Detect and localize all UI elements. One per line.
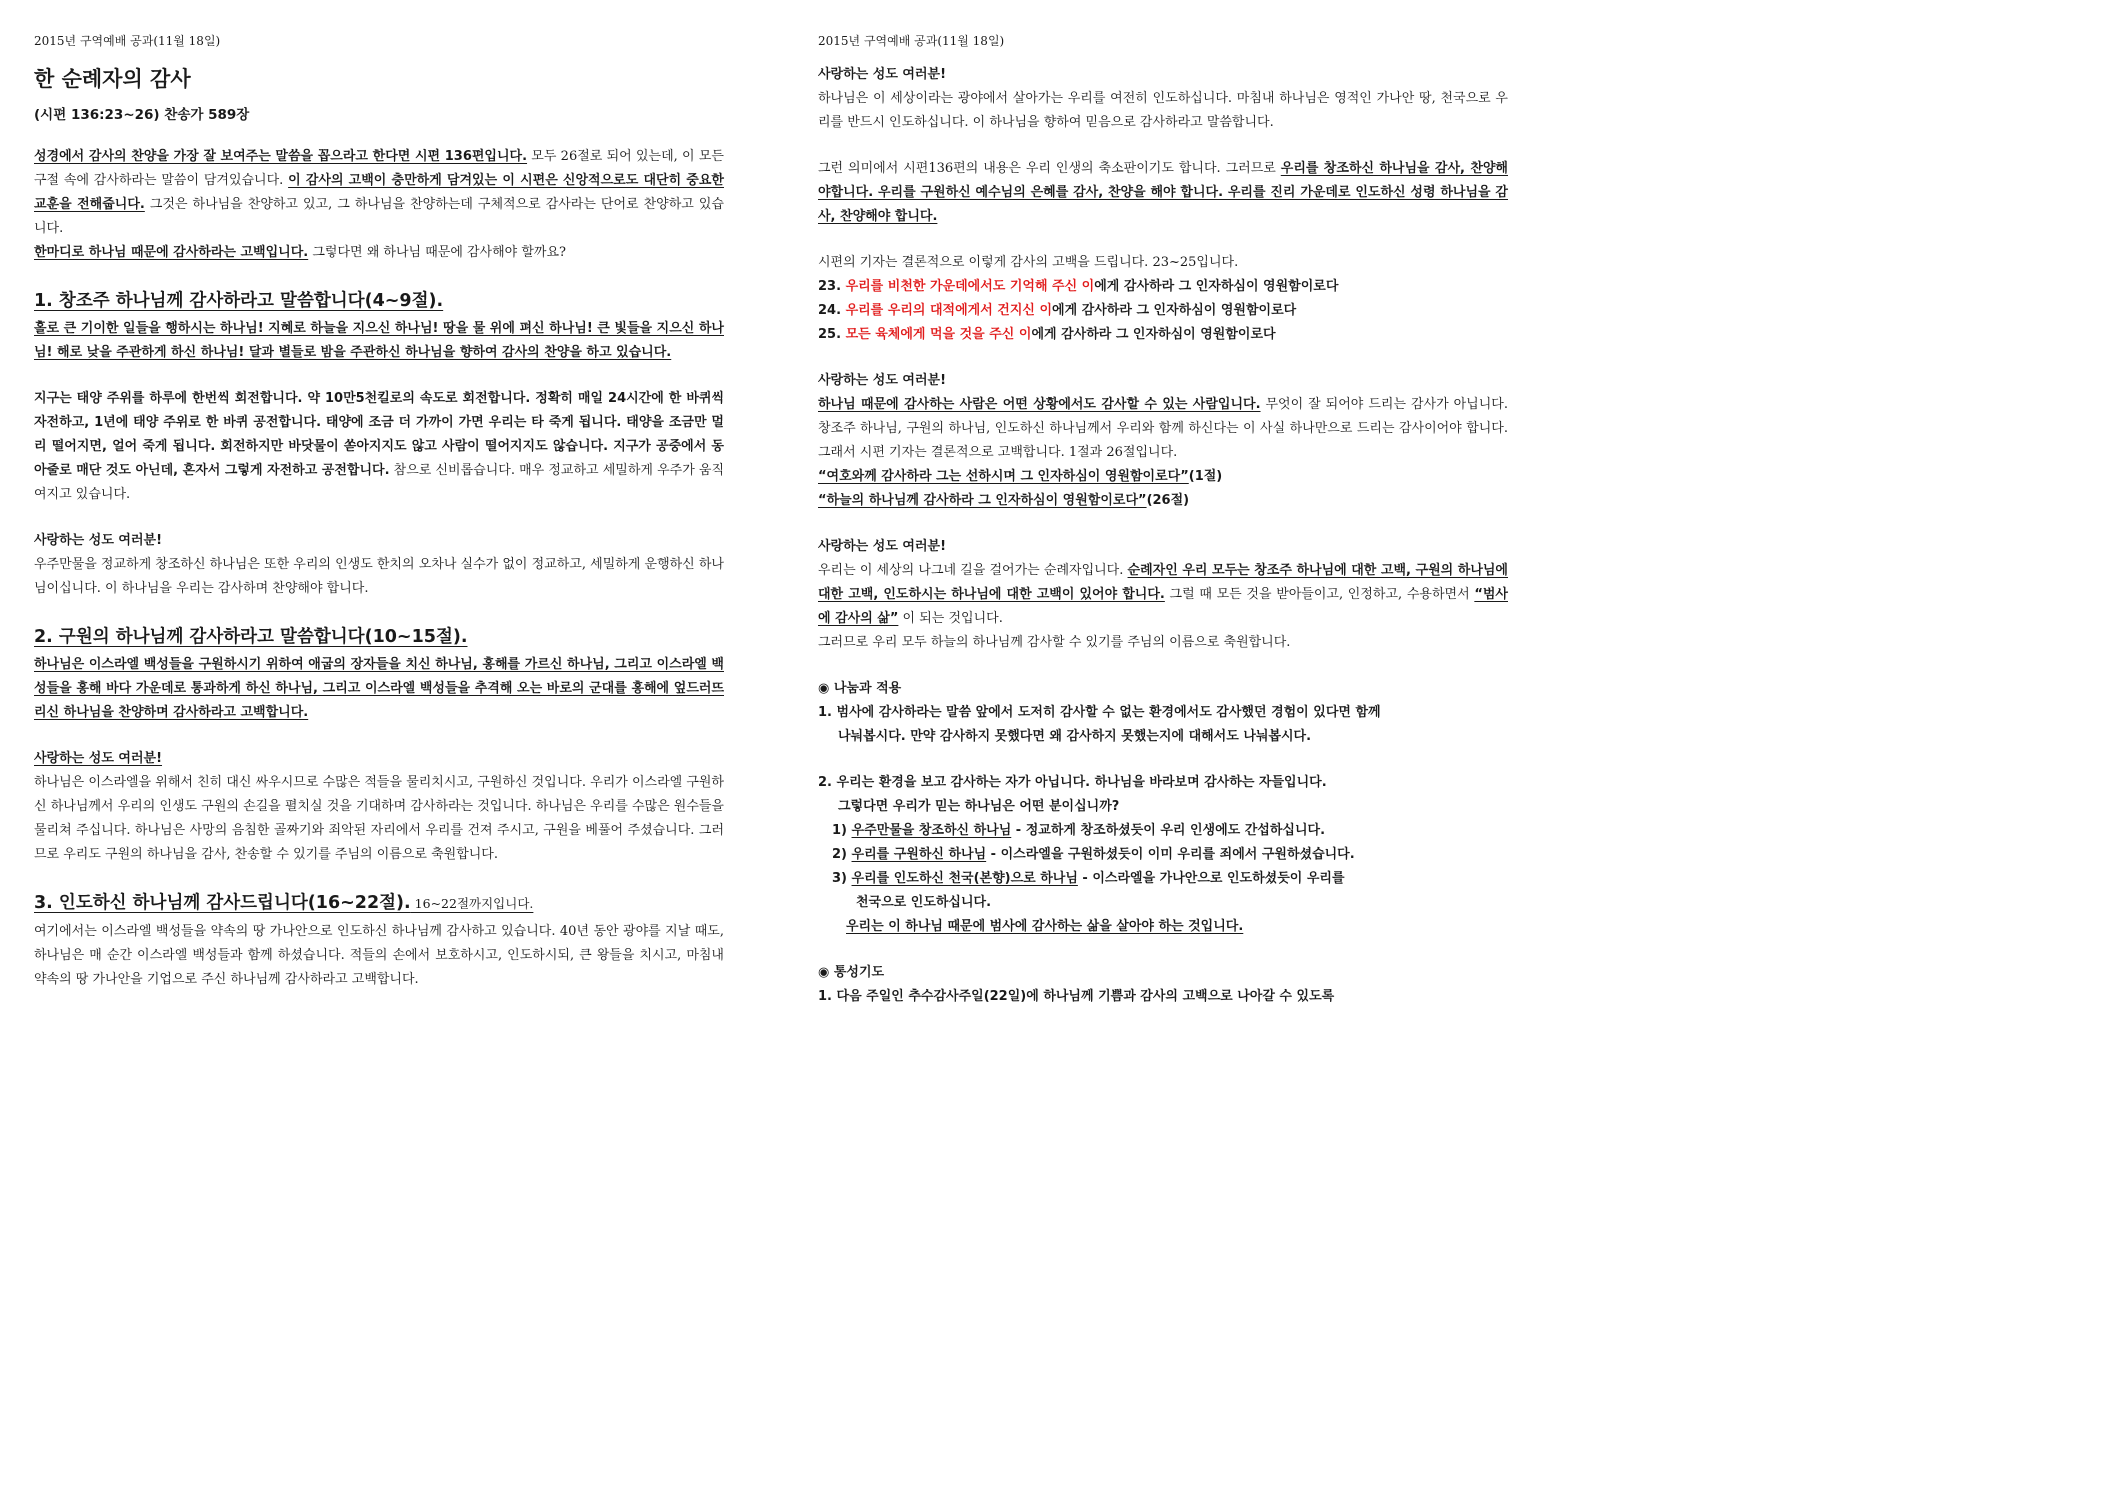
verse-highlight: 우리를 우리의 대적에게서 건지신 이 [845,303,1053,318]
sharing-question-2-cont: 그렇다면 우리가 믿는 하나님은 어떤 분이십니까? [838,799,1120,814]
right-paragraph-4-text: 무엇이 잘 되어야 드리는 감사가 아닙니다. 창조주 하나님, 구원의 하나님, 인도하신 하나님께서 우리와 함께 하신다는 이 사실 하나만으로 드리는 감사이어야 합니다. 그래서 시편 기자는 결론적으로 고백합니다. 1절과 26절입니다. [818,397,1508,460]
prayer-heading: ◉ 통성기도 [818,965,885,980]
intro-text-3: 그렇다면 왜 하나님 때문에 감사해야 할까요? [308,245,567,260]
intro-bold-3: 한마디로 하나님 때문에 감사하라는 고백입니다. [34,245,309,260]
sharing-item-3-cont: 천국으로 인도하십니다. [856,895,992,910]
right-paragraph-3: 시편의 기자는 결론적으로 이렇게 감사의 고백을 드립니다. 23~25입니다. [818,255,1239,270]
verse-highlight: 우리를 비천한 가운데에서도 기억해 주신 이 [845,279,1095,294]
right-paragraph-5-quote: “범사에 감사의 삶” [818,587,1508,626]
item-number: 1) [832,823,852,838]
sharing-question-1: 1. 범사에 감사하라는 말씀 앞에서 도저히 감사할 수 없는 환경에서도 감사했던 경험이 있다면 함께 [818,705,1381,720]
page-header: 2015년 구역예배 공과(11월 18일) [818,34,1005,48]
greeting: 사랑하는 성도 여러분! [34,533,163,548]
sharing-conclusion: 우리는 이 하나님 때문에 범사에 감사하는 삶을 살아야 하는 것입니다. [846,919,1244,934]
greeting: 사랑하는 성도 여러분! [818,373,947,388]
section-2-paragraph-2: 하나님은 이스라엘을 위해서 친히 대신 싸우시므로 수많은 적들을 물리치시고, 구원하신 것입니다. 우리가 이스라엘 구원하신 하나님께서 우리의 인생도 구원의 손길을 펼치실 것을 기대하며 감사하라는 것입니다. 하나님은 우리를 수많은 원수들을 물리쳐 주십니다. 하나님은 사망의 음침한 골짜기와 죄악된 자리에서 우리를 건져 주시고, 구원을 베풀어 주셨습니다. 그러므로 우리도 구원의 하나님을 감사, 찬송할 수 있기를 주님의 이름으로 축원합니다. [34,775,724,862]
right-paragraph-4 [818,393,1508,465]
scripture-reference: (시편 136:23~26) 찬송가 589장 [34,107,250,123]
sharing-question-2: 2. 우리는 환경을 보고 감사하는 자가 아닙니다. 하나님을 바라보며 감사하는 자들입니다. [818,775,1327,790]
section-3-paragraph-1: 여기에서는 이스라엘 백성들을 약속의 땅 가나안으로 인도하신 하나님께 감사하고 있습니다. 40년 동안 광야를 지날 때도, 하나님은 매 순간 이스라엘 백성들과 함께 하셨습니다. 적들의 손에서 보호하시고, 인도하시되, 큰 왕들을 치시고, 마침내 약속의 땅 가나안을 기업으로 주신 하나님께 감사하라고 고백합니다. [34,924,724,987]
intro-text-2: 그것은 하나님을 찬양하고 있고, 그 하나님을 찬양하는데 구체적으로 감사라는 단어로 찬양하고 있습니다. [34,197,724,236]
verse-number: 23. [818,279,846,294]
quote-verse-1 [818,465,1508,489]
sharing-item-1 [818,819,1508,843]
item-underlined: 우주만물을 창조하신 하나님 [851,823,1012,838]
verse-rest: 에게 감사하라 그 인자하심이 영원함이로다 [1052,303,1297,318]
item-underlined: 우리를 인도하신 천국(본향)으로 하나님 [851,871,1078,886]
right-paragraph-2-bold: 우리를 창조하신 하나님을 감사, 찬양해야합니다. 우리를 구원하신 예수님의 은혜를 감사, 찬양을 해야 합니다. 우리를 진리 가운데로 인도하신 성령 하나님을 감사, 찬양해야 합니다. [818,161,1508,224]
right-paragraph-5-bold: 순례자인 우리 모두는 창조주 하나님에 대한 고백, 구원의 하나님에 대한 고백, 인도하시는 하나님에 대한 고백이 있어야 합니다. [818,563,1508,602]
intro-paragraph [34,145,724,265]
item-number: 2) [832,847,852,862]
verse-24 [818,299,1508,323]
item-text: - 이스라엘을 구원하셨듯이 이미 우리를 죄에서 구원하셨습니다. [986,847,1355,862]
right-paragraph-5-text-3: 이 되는 것입니다. [898,611,1003,626]
document-title: 한 순례자의 감사 [34,67,191,91]
quote-text: “하늘의 하나님께 감사하라 그 인자하심이 영원함이로다” [818,493,1147,508]
section-3-heading [34,889,724,918]
right-paragraph-1: 하나님은 이 세상이라는 광야에서 살아가는 우리를 여전히 인도하십니다. 마침내 하나님은 영적인 가나안 땅, 천국으로 우리를 반드시 인도하십니다. 이 하나님을 향하여 믿음으로 감사하라고 말씀합니다. [818,91,1508,130]
item-number: 3) [832,871,852,886]
sharing-item-2 [818,843,1508,867]
prayer-item-1: 1. 다음 주일인 추수감사주일(22일)에 하나님께 기쁨과 감사의 고백으로 나아갈 수 있도록 [818,989,1335,1004]
intro-bold-1: 성경에서 감사의 찬양을 가장 잘 보여주는 말씀을 꼽으라고 한다면 시편 136편입니다. [34,149,528,164]
sharing-item-3 [818,867,1508,891]
sharing-question-1-cont: 나눠봅시다. 만약 감사하지 못했다면 왜 감사하지 못했는지에 대해서도 나눠봅시다. [838,729,1312,744]
left-page [34,0,724,992]
right-paragraph-2-text: 그런 의미에서 시편136편의 내용은 우리 인생의 축소판이기도 합니다. 그러므로 [818,161,1281,176]
section-2-heading: 2. 구원의 하나님께 감사하라고 말씀합니다(10~15절). [34,627,468,647]
right-paragraph-5-text-2: 그럴 때 모든 것을 받아들이고, 인정하고, 수용하면서 [1164,587,1475,602]
verse-rest: 에게 감사하라 그 인자하심이 영원함이로다 [1094,279,1339,294]
section-3-title: 3. 인도하신 하나님께 감사드립니다(16~22절). [34,893,411,913]
section-1-paragraph-3: 우주만물을 정교하게 창조하신 하나님은 또한 우리의 인생도 한치의 오차나 실수가 없이 정교하고, 세밀하게 운행하신 하나님이십니다. 이 하나님을 우리는 감사하며 찬양해야 합니다. [34,557,724,596]
verse-25 [818,323,1508,347]
item-text: - 정교하게 창조하셨듯이 우리 인생에도 간섭하십니다. [1011,823,1326,838]
sharing-heading: ◉ 나눔과 적용 [818,681,902,696]
quote-ref: (26절) [1146,493,1190,508]
section-2-paragraph-1: 하나님은 이스라엘 백성들을 구원하시기 위하여 애굽의 장자들을 치신 하나님, 홍해를 가르신 하나님, 그리고 이스라엘 백성들을 홍해 바다 가운데로 통과하게 하신 하나님, 그리고 이스라엘 백성들을 추격해 오는 바로의 군대를 홍해에 엎드러뜨리신 하나님을 찬양하며 감사하라고 고백합니다. [34,657,724,720]
item-underlined: 우리를 구원하신 하나님 [851,847,987,862]
section-1-bold-text: 지구는 태양 주위를 하루에 한번씩 회전합니다. 약 10만5천킬로의 속도로 회전합니다. 정확히 매일 24시간에 한 바퀴씩 자전하고, 1년에 태양 주위로 한 바퀴 공전합니다. 태양에 조금 더 가까이 가면 우리는 타 죽게 됩니다. 태양을 조금만 멀리 떨어지면, 얼어 죽게 됩니다. 회전하지만 바닷물이 쏟아지지도 않고 사람이 떨어지지도 않습니다. 지구가 공중에서 동아줄로 매단 것도 아닌데, 혼자서 그렇게 자전하고 공전합니다. [34,391,724,478]
section-1-heading: 1. 창조주 하나님께 감사하라고 말씀합니다(4~9절). [34,291,444,311]
right-paragraph-2 [818,157,1508,229]
quote-text: “여호와께 감사하라 그는 선하시며 그 인자하심이 영원함이로다” [818,469,1189,484]
right-paragraph-5 [818,559,1508,631]
greeting: 사랑하는 성도 여러분! [818,67,947,82]
intro-text-1: 모두 26절로 되어 있는데, 이 모든 구절 속에 감사하라는 말씀이 담겨있습니다. [34,149,724,188]
verse-number: 24. [818,303,846,318]
right-paragraph-5-text-1: 우리는 이 세상의 나그네 길을 걸어가는 순례자입니다. [818,563,1128,578]
section-1-paragraph-2 [34,387,724,507]
quote-ref: (1절) [1188,469,1223,484]
right-paragraph-4-bold: 하나님 때문에 감사하는 사람은 어떤 상황에서도 감사할 수 있는 사람입니다. [818,397,1261,412]
page-header: 2015년 구역예배 공과(11월 18일) [34,34,221,48]
right-paragraph-6: 그러므로 우리 모두 하늘의 하나님께 감사할 수 있기를 주님의 이름으로 축원합니다. [818,635,1291,650]
verse-rest: 에게 감사하라 그 인자하심이 영원함이로다 [1031,327,1276,342]
verse-number: 25. [818,327,846,342]
intro-bold-2: 이 감사의 고백이 충만하게 담겨있는 이 시편은 신앙적으로도 대단히 중요한 교훈을 전해줍니다. [34,173,724,212]
verse-23 [818,275,1508,299]
item-text: - 이스라엘을 가나안으로 인도하셨듯이 우리를 [1077,871,1345,886]
quote-verse-26 [818,489,1508,513]
section-3-tail: 16~22절까지입니다. [410,896,534,911]
section-1-plain-text: 참으로 신비롭습니다. 매우 정교하고 세밀하게 우주가 움직여지고 있습니다. [34,463,724,502]
greeting: 사랑하는 성도 여러분! [818,539,947,554]
sharing-section [818,677,1508,1009]
right-page [818,0,1508,1009]
verse-highlight: 모든 육체에게 먹을 것을 주신 이 [845,327,1032,342]
greeting: 사랑하는 성도 여러분! [34,751,163,766]
section-1-paragraph-1: 홀로 큰 기이한 일들을 행하시는 하나님! 지혜로 하늘을 지으신 하나님! 땅을 물 위에 펴신 하나님! 큰 빛들을 지으신 하나님! 해로 낮을 주관하게 하신 하나님! 달과 별들로 밤을 주관하신 하나님을 향하여 감사의 찬양을 하고 있습니다. [34,321,724,360]
